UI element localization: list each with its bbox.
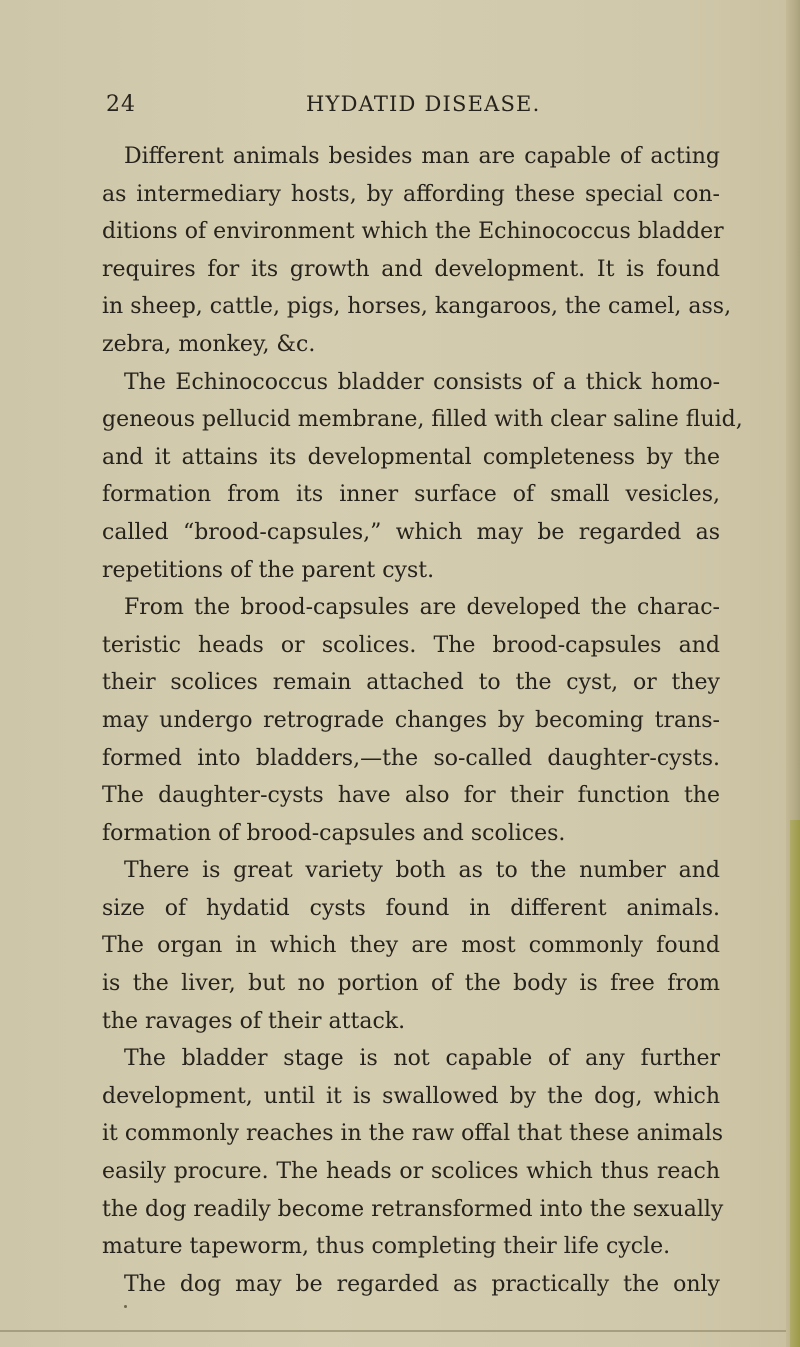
text-line: formation from its inner surface of small vesicles, — [102, 482, 720, 508]
text-line: The Echinococcus bladder consists of a thick homo- — [124, 369, 720, 395]
text-line: There is great variety both as to the number and — [124, 858, 720, 884]
text-line: in sheep, cattle, pigs, horses, kangaroos, the camel, ass, — [102, 294, 732, 320]
text-line: their scolices remain attached to the cyst, or they — [102, 670, 720, 696]
text-line: mature tapeworm, thus completing their life cycle. — [102, 1234, 671, 1260]
text-line: The daughter-cysts have also for their function the — [102, 783, 720, 809]
text-line: repetitions of the parent cyst. — [102, 557, 435, 583]
running-head: HYDATID DISEASE. — [306, 92, 541, 116]
paragraph — [102, 138, 732, 364]
text-line: and it attains its developmental completeness by the — [102, 444, 720, 470]
text-line: From the brood-capsules are developed the charac- — [124, 595, 720, 621]
paragraph — [102, 364, 743, 590]
paragraph — [102, 1040, 724, 1266]
text-line: The bladder stage is not capable of any further — [124, 1046, 720, 1072]
text-line: The organ in which they are most commonly found — [102, 933, 720, 959]
text-line: Different animals besides man are capable of acting — [124, 144, 720, 169]
text-line: formed into bladders,—the so-called daughter-cysts. — [102, 745, 720, 771]
text-line: zebra, monkey, &c. — [102, 331, 316, 357]
paragraph — [102, 1266, 720, 1304]
text-line: requires for its growth and development. It is found — [102, 256, 720, 282]
text-line: is the liver, but no portion of the body is free from — [102, 971, 720, 997]
text-line: teristic heads or scolices. The brood-capsules and — [102, 632, 720, 658]
text-line: it commonly reaches in the raw offal that these animals — [102, 1121, 724, 1147]
text-line: easily procure. The heads or scolices which thus reach — [102, 1159, 720, 1185]
text-line: ditions of environment which the Echinococcus bladder — [102, 219, 724, 245]
paragraph — [102, 589, 720, 852]
body-text — [102, 138, 743, 1303]
page-number: 24 — [106, 92, 136, 117]
text-line: may undergo retrograde changes by becoming trans- — [102, 707, 720, 733]
text-line: development, until it is swallowed by the dog, which — [102, 1083, 720, 1109]
text-line: size of hydatid cysts found in different animals. — [102, 895, 720, 921]
text-line: the ravages of their attack. — [102, 1008, 406, 1034]
text-line: formation of brood-capsules and scolices. — [102, 820, 566, 846]
text-line: the dog readily become retransformed into the sexually — [102, 1196, 724, 1222]
page-header — [106, 92, 710, 126]
paragraph — [102, 852, 720, 1040]
text-line: geneous pellucid membrane, filled with clear saline fluid, — [102, 407, 743, 433]
text-line: as intermediary hosts, by affording these special con- — [102, 181, 720, 207]
page-speck — [124, 1305, 127, 1308]
text-line: The dog may be regarded as practically the only — [124, 1271, 720, 1297]
page-edge-strip — [790, 820, 800, 1347]
text-line: called “brood-capsules,” which may be regarded as — [102, 519, 720, 545]
page-bottom-edge — [0, 1330, 786, 1332]
